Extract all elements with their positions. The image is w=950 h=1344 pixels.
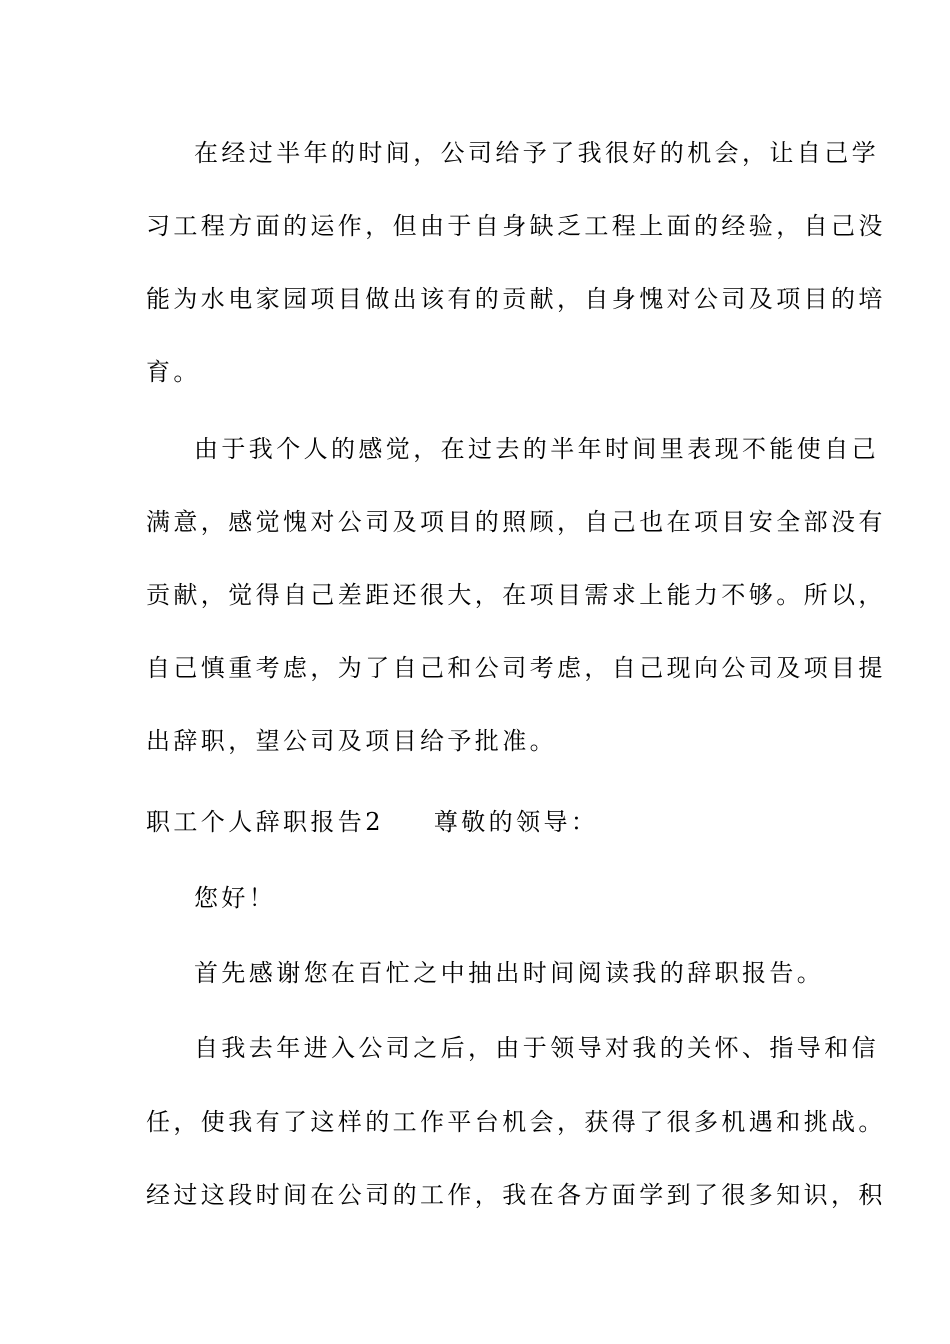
section-title: 职工个人辞职报告2	[146, 808, 384, 836]
text-line: 经过这段时间在公司的工作，我在各方面学到了很多知识，积	[146, 1181, 886, 1209]
text-line: 由于我个人的感觉，在过去的半年时间里表现不能使自己	[194, 435, 879, 463]
text-line: 任，使我有了这样的工作平台机会，获得了很多机遇和挑战。	[146, 1108, 886, 1136]
text-line: 习工程方面的运作，但由于自身缺乏工程上面的经验，自己没	[146, 212, 886, 240]
greeting: 您好！	[194, 884, 277, 912]
text-line: 自己慎重考虑，为了自己和公司考虑，自己现向公司及项目提	[146, 654, 886, 682]
text-line: 出辞职，望公司及项目给予批准。	[146, 727, 557, 755]
salutation: 尊敬的领导：	[433, 808, 599, 836]
text-line: 满意，感觉愧对公司及项目的照顾，自己也在项目安全部没有	[146, 508, 886, 536]
text-line: 能为水电家园项目做出该有的贡献，自身愧对公司及项目的培	[146, 285, 886, 313]
text-line: 自我去年进入公司之后，由于领导对我的关怀、指导和信	[194, 1034, 879, 1062]
text-line: 贡献，觉得自己差距还很大，在项目需求上能力不够。所以，	[146, 581, 886, 609]
text-line: 育。	[146, 358, 201, 386]
text-line: 在经过半年的时间，公司给予了我很好的机会，让自己学	[194, 139, 879, 167]
text-line: 首先感谢您在百忙之中抽出时间阅读我的辞职报告。	[194, 959, 825, 987]
section-heading	[146, 807, 598, 837]
